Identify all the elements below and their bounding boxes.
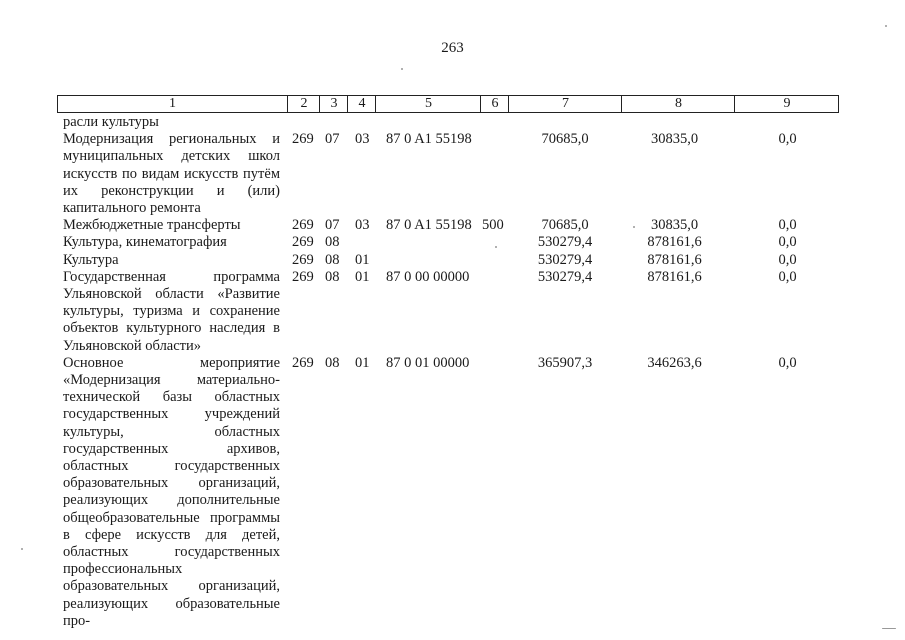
col-3-value: 07 (325, 217, 340, 234)
col-7-value: 70685,0 (541, 131, 589, 148)
col-9-value: 0,0 (778, 251, 797, 268)
scan-speck (401, 68, 403, 70)
col-5-value: 87 0 A1 55198 (386, 131, 472, 148)
col-4-value: 01 (355, 251, 370, 268)
col-3-value: 08 (325, 234, 340, 251)
scan-speck (21, 548, 23, 550)
col-8-value: 878161,6 (647, 268, 702, 285)
col-6-value: 500 (482, 217, 504, 234)
header-col-5: 5 (375, 96, 481, 112)
row-name: Культура, кинематография (63, 234, 227, 251)
row-name: Государственная программа Ульяновской области «Развитие культуры, туризма и сохранение объектов культурного наследия в Ульяновской области» (63, 268, 280, 354)
header-col-6: 6 (480, 96, 509, 112)
col-5-value: 87 0 A1 55198 (386, 217, 472, 234)
page-number: 263 (441, 40, 464, 56)
col-8-value: 878161,6 (647, 251, 702, 268)
scan-speck (495, 246, 497, 248)
col-9-value: 0,0 (778, 354, 797, 371)
col-2-value: 269 (292, 234, 314, 251)
col-8-value: 346263,6 (647, 354, 702, 371)
col-7-value: 365907,3 (537, 354, 593, 371)
col-4-value: 01 (355, 268, 370, 285)
header-col-2: 2 (287, 96, 320, 112)
col-4-value: 01 (355, 354, 370, 371)
header-col-7: 7 (508, 96, 622, 112)
col-9-value: 0,0 (778, 234, 797, 251)
col-2-value: 269 (292, 217, 314, 234)
header-col-4: 4 (347, 96, 376, 112)
table-row (0, 355, 905, 630)
row-name: Основное мероприятие «Модернизация материально-технической базы областных государственных учреждений культуры, областных государственных архивов, областных государственных образовательных организаций, реализующих дополнительные общеобразовательные программы в сфере искусств для детей, областных государственных профессиональных образовательных организаций, реализующих образовательные про- (63, 354, 280, 629)
col-8-value: 30835,0 (650, 131, 699, 148)
table-row (0, 114, 905, 131)
col-7-value: 530279,4 (537, 234, 593, 251)
row-name: Модернизация региональных и муниципальных детских школ искусств по видам искусств путём их реконструкции и (или) капитального ремонта (63, 131, 280, 217)
header-col-8: 8 (621, 96, 735, 112)
col-2-value: 269 (292, 354, 314, 371)
col-5-value: 87 0 01 00000 (386, 354, 470, 371)
col-2-value: 269 (292, 131, 314, 148)
table-row (0, 269, 905, 355)
header-col-1: 1 (169, 96, 176, 111)
col-5-value: 87 0 00 00000 (386, 268, 470, 285)
row-name: расли культуры (63, 114, 159, 130)
table-row (0, 217, 905, 234)
table-header (57, 95, 839, 113)
col-4-value: 03 (355, 131, 370, 148)
col-7-value: 530279,4 (537, 251, 593, 268)
col-3-value: 07 (325, 131, 340, 148)
col-3-value: 08 (325, 354, 340, 371)
table-body (0, 114, 905, 630)
col-8-value: 30835,0 (650, 217, 699, 234)
header-col-9: 9 (734, 96, 839, 112)
table-row (0, 252, 905, 269)
scan-speck (633, 226, 635, 228)
col-4-value: 03 (355, 217, 370, 234)
col-7-value: 70685,0 (541, 217, 589, 234)
header-col-3: 3 (319, 96, 348, 112)
col-9-value: 0,0 (778, 131, 797, 148)
col-3-value: 08 (325, 251, 340, 268)
row-name: Культура (63, 251, 119, 268)
scan-speck (882, 628, 896, 629)
col-7-value: 530279,4 (537, 268, 593, 285)
col-2-value: 269 (292, 251, 314, 268)
row-name: Межбюджетные трансферты (63, 217, 241, 234)
table-row (0, 234, 905, 251)
table-row (0, 131, 905, 217)
scan-speck (885, 25, 887, 27)
col-8-value: 878161,6 (647, 234, 702, 251)
col-9-value: 0,0 (778, 268, 797, 285)
col-3-value: 08 (325, 268, 340, 285)
col-2-value: 269 (292, 268, 314, 285)
col-9-value: 0,0 (778, 217, 797, 234)
